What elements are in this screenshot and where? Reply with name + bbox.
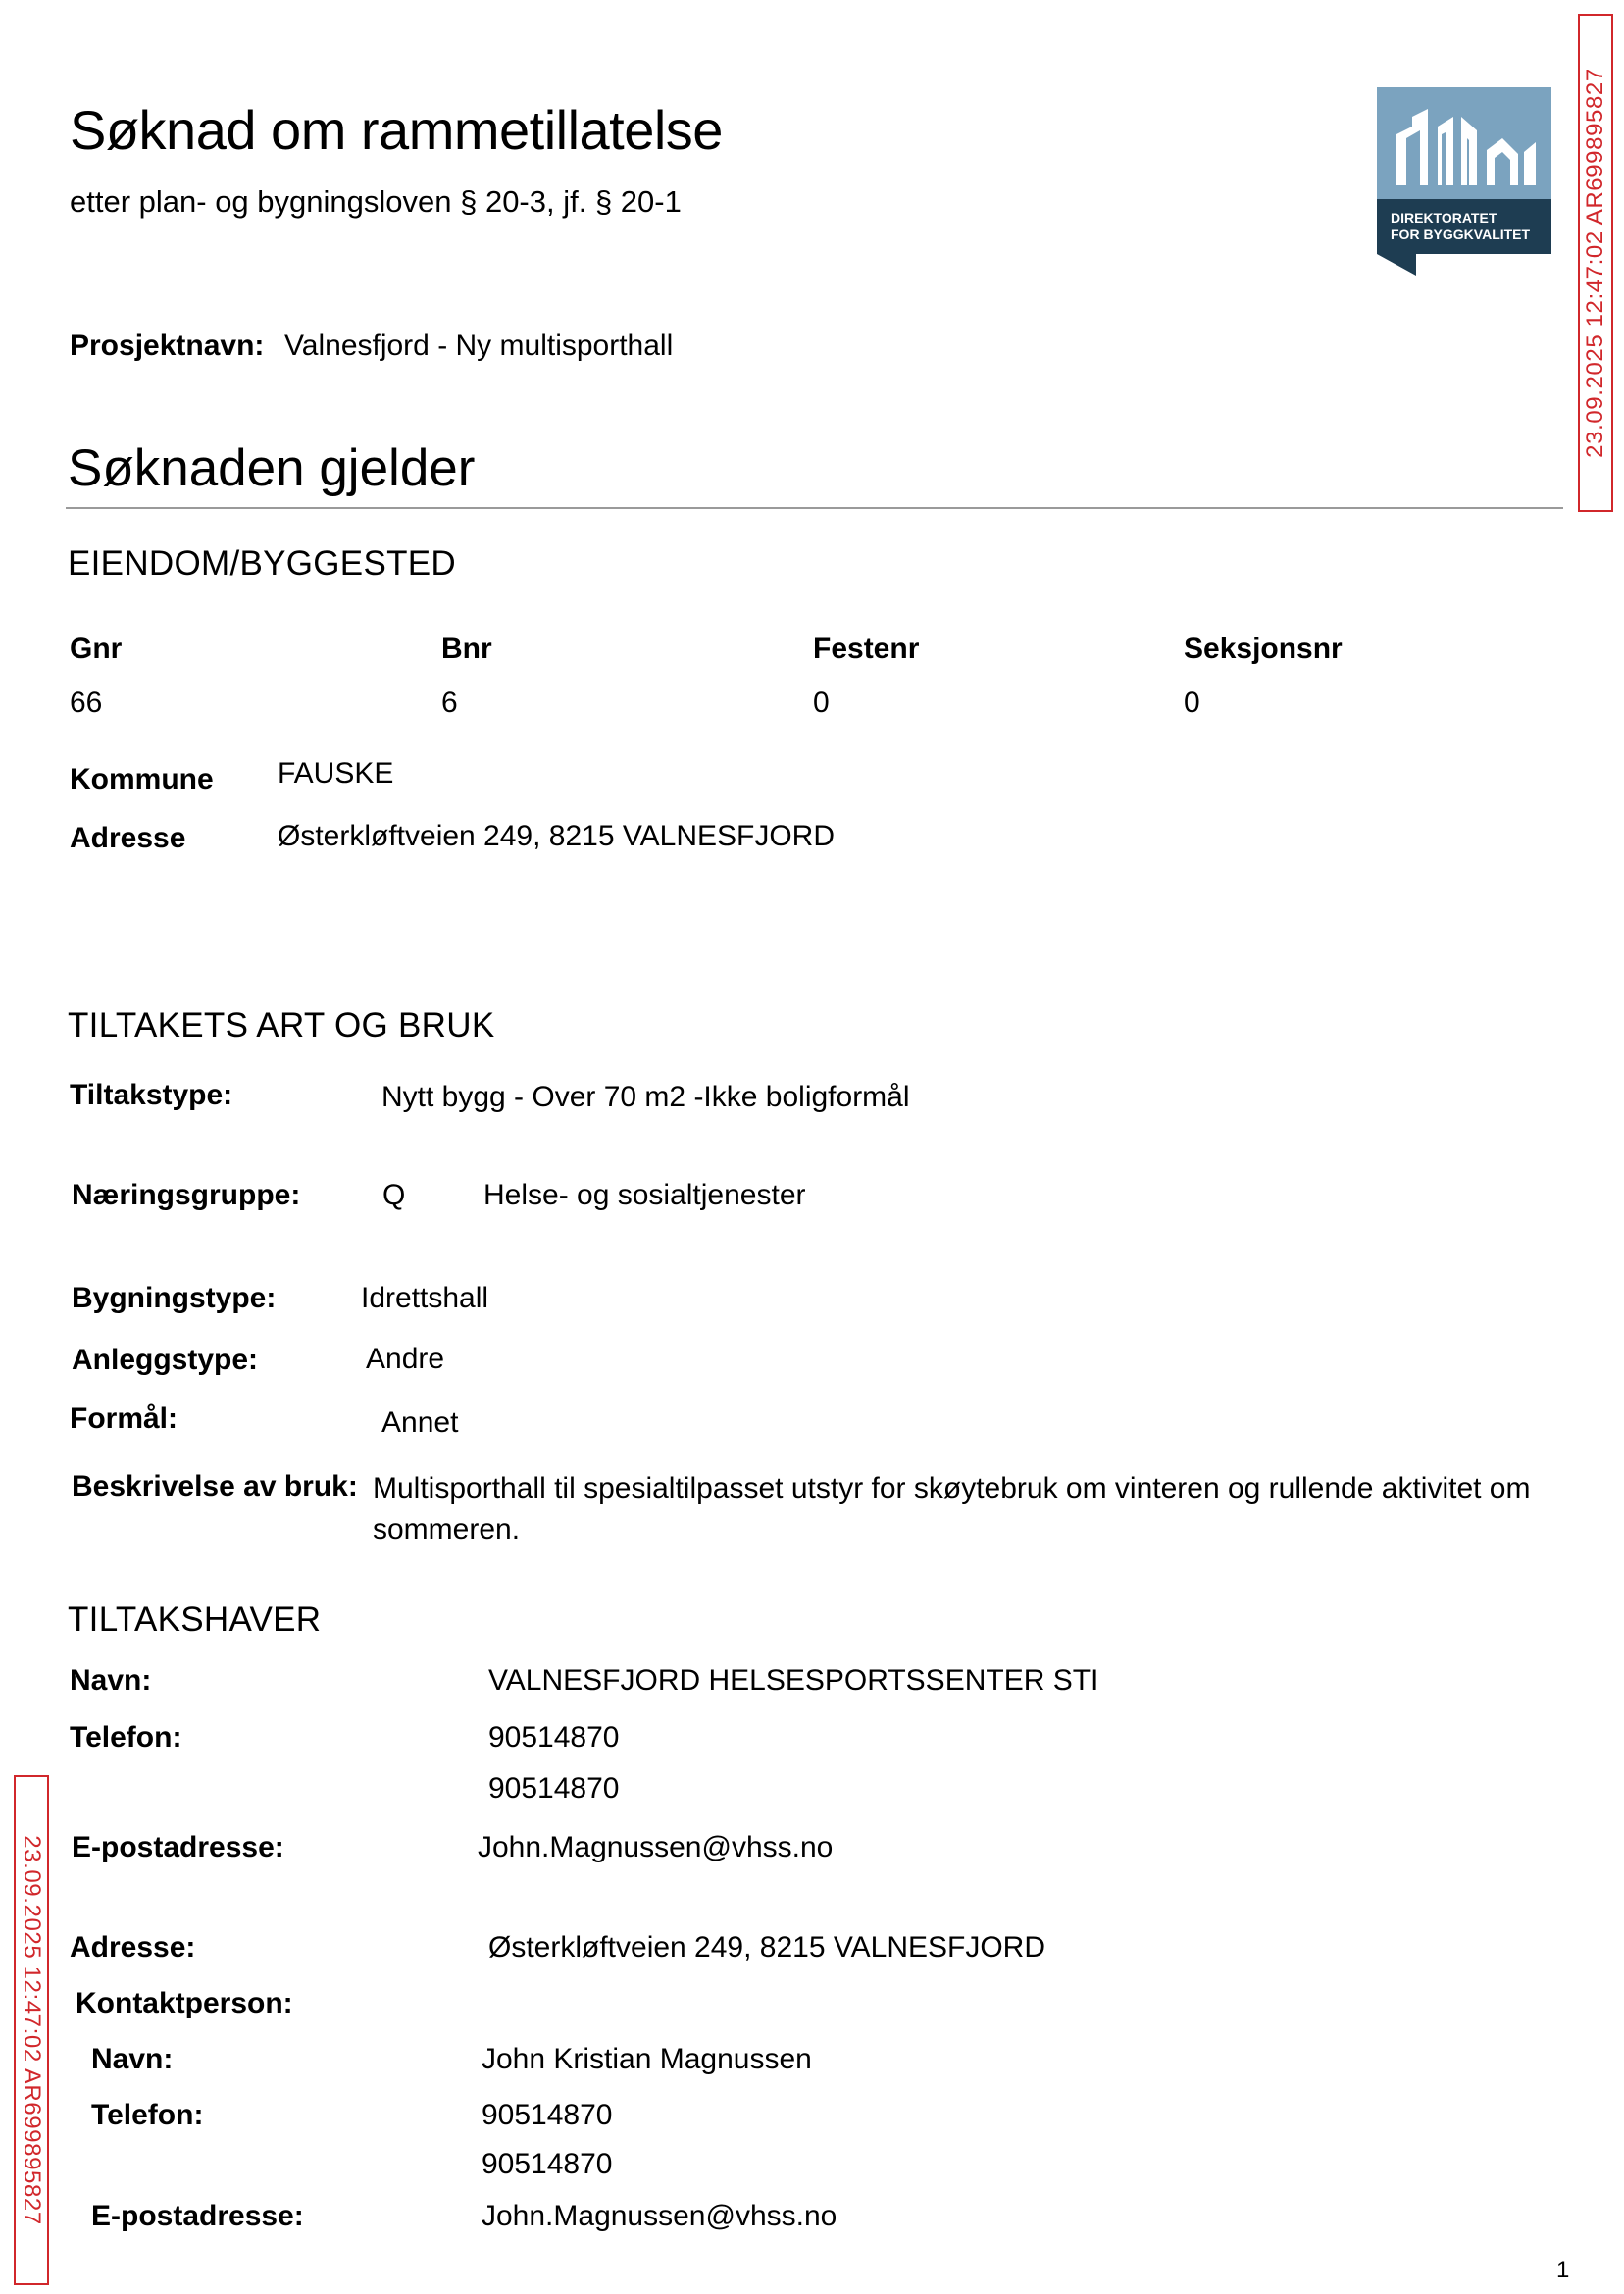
logo-text-line1: DIREKTORATET [1391, 210, 1497, 226]
seksjonsnr-label: Seksjonsnr [1184, 633, 1343, 665]
tiltakshaver-email-value: John.Magnussen@vhss.no [478, 1831, 834, 1863]
received-stamp-left [14, 1775, 49, 2285]
contact-email-label: E-postadresse: [91, 2200, 304, 2232]
contact-phone-label: Telefon: [91, 2099, 204, 2131]
kommune-label: Kommune [70, 763, 214, 795]
kommune-value: FAUSKE [278, 757, 394, 790]
tiltakshaver-phone-label: Telefon: [70, 1721, 182, 1754]
contact-phone-1: 90514870 [482, 2099, 613, 2131]
naeringsgruppe-label: Næringsgruppe: [72, 1179, 301, 1211]
beskrivelse-label: Beskrivelse av bruk: [72, 1470, 358, 1503]
anleggstype-label: Anleggstype: [72, 1344, 259, 1376]
logo-text-line2: FOR BYGGKVALITET [1391, 227, 1531, 242]
property-address-label: Adresse [70, 822, 186, 854]
tiltakshaver-phone-1: 90514870 [488, 1721, 620, 1754]
dibk-logo-graphic [1377, 87, 1551, 276]
property-address-value: Østerkløftveien 249, 8215 VALNESFJORD [278, 820, 836, 852]
festenr-label: Festenr [813, 633, 920, 665]
dibk-logo [1377, 87, 1551, 276]
formal-label: Formål: [70, 1402, 178, 1435]
formal-value: Annet [381, 1406, 459, 1439]
tiltakshaver-address-label: Adresse: [70, 1931, 196, 1963]
property-heading: EIENDOM/BYGGESTED [68, 544, 456, 583]
tiltakstype-value: Nytt bygg - Over 70 m2 -Ikke boligformål [381, 1081, 910, 1113]
tiltak-heading: TILTAKETS ART OG BRUK [68, 1006, 495, 1045]
bygningstype-label: Bygningstype: [72, 1282, 277, 1314]
anleggstype-value: Andre [366, 1343, 445, 1375]
stamp-text: 23.09.2025 12:47:02 AR699895827 [19, 1835, 45, 2225]
bygningstype-value: Idrettshall [361, 1282, 489, 1314]
project-name-value: Valnesfjord - Ny multisporthall [284, 330, 674, 362]
naeringsgruppe-value: Helse- og sosialtjenester [483, 1179, 806, 1211]
bnr-label: Bnr [441, 633, 492, 665]
section-divider [66, 507, 1563, 509]
beskrivelse-value: Multisporthall til spesialtilpasset utstyr for skøytebruk om vinteren og rullende aktivitet om sommeren. [373, 1472, 1531, 1546]
seksjonsnr-value: 0 [1184, 687, 1200, 719]
received-stamp-top [1578, 14, 1613, 512]
gnr-label: Gnr [70, 633, 123, 665]
tiltakshaver-name-value: VALNESFJORD HELSESPORTSSENTER STI [488, 1664, 1099, 1697]
tiltakstype-label: Tiltakstype: [70, 1079, 233, 1111]
festenr-value: 0 [813, 687, 830, 719]
section-heading: Søknaden gjelder [68, 439, 476, 497]
tiltakshaver-name-label: Navn: [70, 1664, 152, 1697]
gnr-value: 66 [70, 687, 103, 719]
bnr-value: 6 [441, 687, 458, 719]
contact-email-value: John.Magnussen@vhss.no [482, 2200, 837, 2232]
contact-person-heading: Kontaktperson: [76, 1987, 293, 2019]
contact-name-value: John Kristian Magnussen [482, 2043, 812, 2075]
tiltakshaver-heading: TILTAKSHAVER [68, 1601, 322, 1639]
tiltakshaver-phone-2: 90514870 [488, 1772, 620, 1805]
tiltakshaver-address-value: Østerkløftveien 249, 8215 VALNESFJORD [488, 1931, 1046, 1963]
contact-phone-2: 90514870 [482, 2148, 613, 2180]
document-subtitle: etter plan- og bygningsloven § 20-3, jf. § 20-1 [70, 184, 682, 219]
page-number: 1 [1556, 2257, 1570, 2283]
naeringsgruppe-code: Q [382, 1179, 406, 1211]
contact-name-label: Navn: [91, 2043, 174, 2075]
stamp-text: 23.09.2025 12:47:02 AR699895827 [1582, 68, 1608, 458]
tiltakshaver-email-label: E-postadresse: [72, 1831, 284, 1863]
project-name-label: Prosjektnavn: [70, 330, 265, 362]
document-title: Søknad om rammetillatelse [70, 99, 723, 161]
